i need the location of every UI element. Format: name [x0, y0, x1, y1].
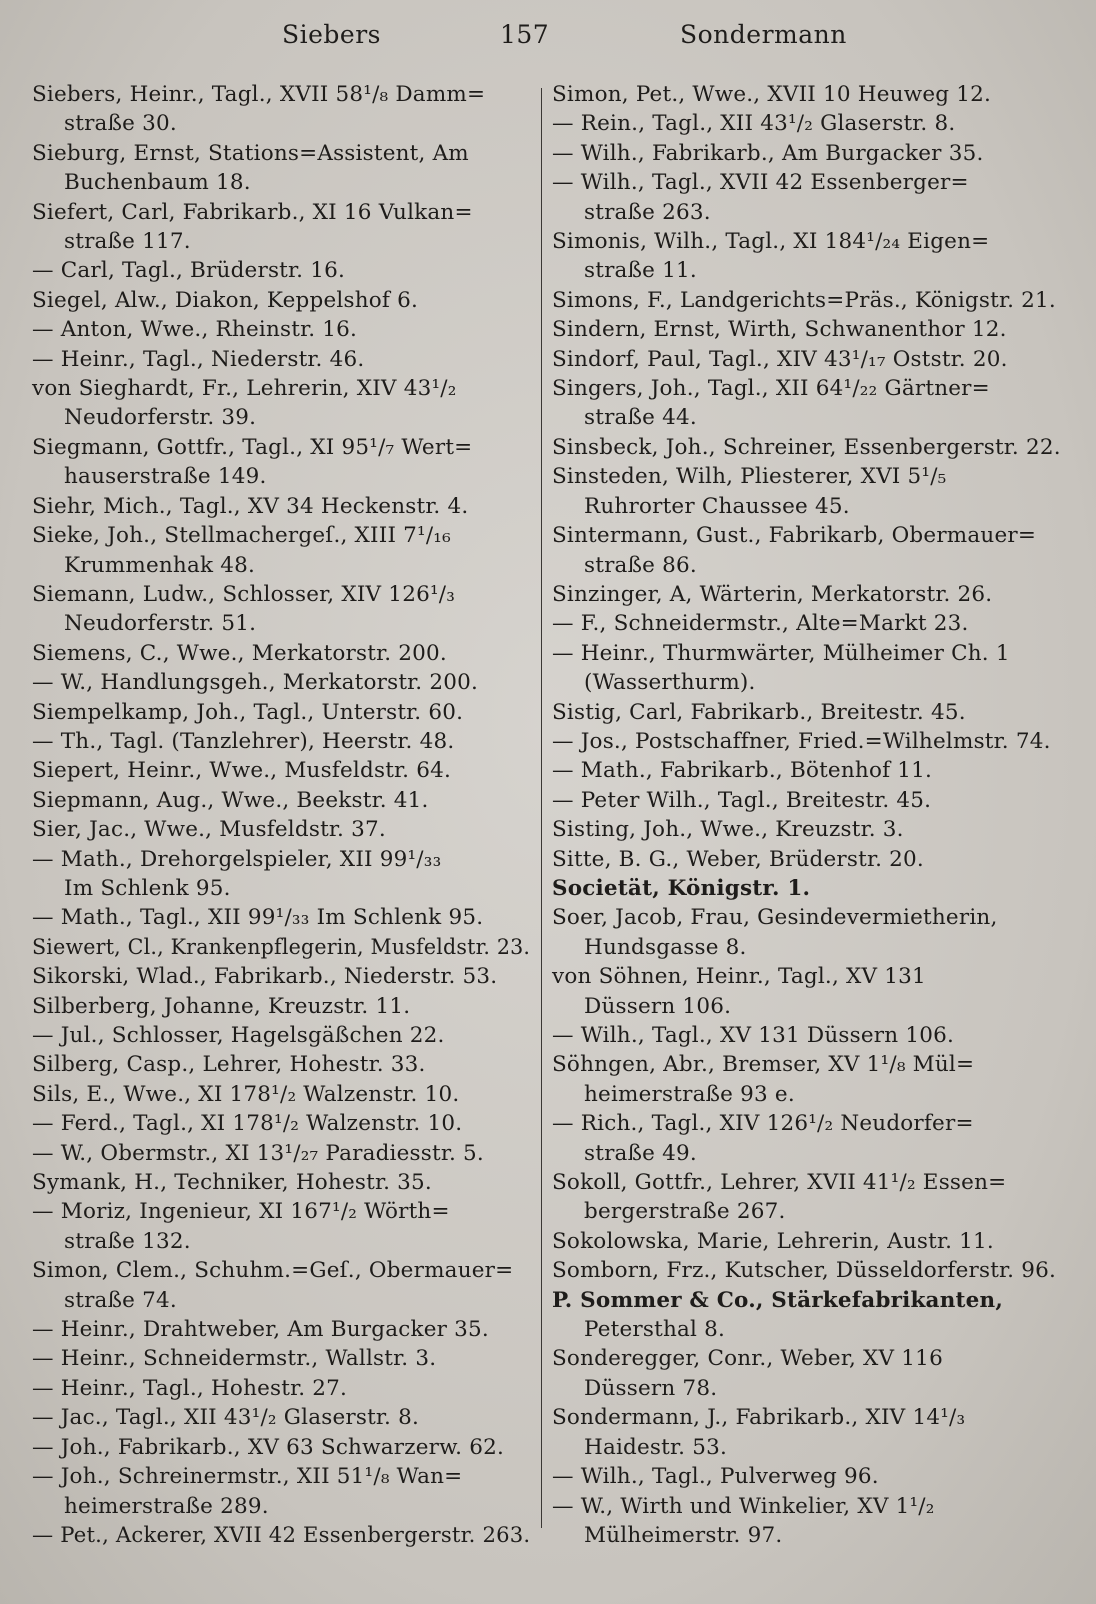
entry-continuation: Düssern 106.	[584, 993, 732, 1019]
directory-entry	[32, 1256, 530, 1315]
entry-line: — Rein., Tagl., XII 43¹/₂ Glaserstr. 8.	[552, 111, 956, 137]
right-column	[552, 80, 1066, 1550]
entry-line: Sinsteden, Wilh, Pliesterer, XVI 5¹/₅	[552, 464, 947, 490]
entry-line: — Wilh., Tagl., XVII 42 Essenberger=	[552, 170, 969, 196]
entry-line: — Anton, Wwe., Rheinstr. 16.	[32, 317, 358, 343]
entry-continuation: heimerstraße 93 e.	[584, 1081, 795, 1107]
entry-line: — Jac., Tagl., XII 43¹/₂ Glaserstr. 8.	[32, 1405, 420, 1431]
entry-line: Söhngen, Abr., Bremser, XV 1¹/₈ Mül=	[552, 1052, 975, 1078]
entry-line: — Wilh., Tagl., Pulverweg 96.	[552, 1464, 879, 1490]
directory-entry	[552, 1403, 1066, 1462]
directory-entry	[552, 1286, 1066, 1345]
directory-entry	[32, 962, 530, 991]
entry-line: — Moriz, Ingenieur, XI 167¹/₂ Wörth=	[32, 1199, 450, 1225]
directory-entry	[552, 786, 1066, 815]
directory-entry	[552, 609, 1066, 638]
directory-entry	[552, 109, 1066, 138]
entry-continuation: straße 49.	[584, 1140, 697, 1166]
directory-entry	[32, 1021, 530, 1050]
entry-line: Sintermann, Gust., Fabrikarb, Obermauer=	[552, 523, 1037, 549]
entry-line: — Joh., Fabrikarb., XV 63 Schwarzerw. 62.	[32, 1434, 505, 1460]
directory-entry	[32, 80, 530, 139]
directory-entry	[552, 1050, 1066, 1109]
entry-continuation: Ruhrorter Chaussee 45.	[584, 493, 850, 519]
directory-entry	[32, 1197, 530, 1256]
entry-line: — W., Obermstr., XI 13¹/₂₇ Paradiesstr. 5.	[32, 1140, 484, 1166]
directory-entry	[32, 374, 530, 433]
entry-line: Simon, Pet., Wwe., XVII 10 Heuweg 12.	[552, 82, 992, 107]
directory-entry	[32, 727, 530, 756]
entry-continuation: Haidestr. 53.	[584, 1434, 727, 1460]
directory-entry	[552, 433, 1066, 462]
entry-line: Sils, E., Wwe., XI 178¹/₂ Walzenstr. 10.	[32, 1081, 460, 1107]
entry-line: Sier, Jac., Wwe., Musfeldstr. 37.	[32, 817, 386, 843]
entry-line: Siehr, Mich., Tagl., XV 34 Heckenstr. 4.	[32, 493, 469, 519]
directory-entry	[552, 815, 1066, 844]
entry-line: Sinsbeck, Joh., Schreiner, Essenbergerstr. 22.	[552, 434, 1061, 460]
entry-continuation: straße 132.	[64, 1228, 191, 1254]
column-divider	[541, 88, 542, 1528]
directory-entry	[32, 1109, 530, 1138]
entry-line: Siewert, Cl., Krankenpflegerin, Musfeldstr. 23.	[32, 934, 531, 960]
directory-entry	[552, 845, 1066, 874]
directory-entry	[32, 139, 530, 198]
directory-entry	[32, 698, 530, 727]
directory-entry	[32, 1080, 530, 1109]
directory-entry	[552, 521, 1066, 580]
directory-entry	[552, 639, 1066, 698]
directory-entry	[32, 639, 530, 668]
entry-line: — Heinr., Schneidermstr., Wallstr. 3.	[32, 1346, 437, 1372]
entry-line: — Ferd., Tagl., XI 178¹/₂ Walzenstr. 10.	[32, 1111, 463, 1137]
directory-entry	[32, 668, 530, 697]
directory-entry	[32, 815, 530, 844]
entry-line: — Math., Tagl., XII 99¹/₃₃ Im Schlenk 95.	[32, 905, 484, 931]
entry-line: Siegel, Alw., Diakon, Keppelshof 6.	[32, 287, 419, 313]
entry-line: von Söhnen, Heinr., Tagl., XV 131	[552, 964, 926, 990]
directory-entry	[552, 903, 1066, 962]
entry-line: Siepert, Heinr., Wwe., Musfeldstr. 64.	[32, 758, 452, 784]
entry-line: Sikorski, Wlad., Fabrikarb., Niederstr. 53.	[32, 964, 498, 990]
entry-line: — Jul., Schlosser, Hagelsgäßchen 22.	[32, 1023, 445, 1048]
entry-line: — Heinr., Thurmwärter, Mülheimer Ch. 1	[552, 640, 1010, 666]
entry-line: Somborn, Frz., Kutscher, Düsseldorferstr. 96.	[552, 1258, 1057, 1284]
entry-line: Sinzinger, A, Wärterin, Merkatorstr. 26.	[552, 581, 993, 607]
entry-line: Sitte, B. G., Weber, Brüderstr. 20.	[552, 846, 924, 872]
entry-continuation: straße 86.	[584, 552, 697, 578]
entry-line: Siepmann, Aug., Wwe., Beekstr. 41.	[32, 787, 429, 813]
entry-continuation: straße 11.	[584, 258, 697, 284]
directory-entry	[32, 198, 530, 257]
entry-continuation: straße 30.	[64, 111, 177, 137]
entry-line: Sieke, Joh., Stellmachergeſ., XIII 7¹/₁₆	[32, 523, 451, 549]
entry-line: Sisting, Joh., Wwe., Kreuzstr. 3.	[552, 817, 904, 843]
entry-line: — Joh., Schreinermstr., XII 51¹/₈ Wan=	[32, 1464, 463, 1490]
entry-continuation: Neudorferstr. 39.	[64, 405, 257, 431]
directory-entry	[552, 580, 1066, 609]
entry-continuation: Krummenhak 48.	[64, 552, 256, 578]
entry-line: Sondermann, J., Fabrikarb., XIV 14¹/₃	[552, 1405, 966, 1431]
entry-line: von Sieghardt, Fr., Lehrerin, XIV 43¹/₂	[32, 376, 457, 402]
entry-line: — W., Wirth und Winkelier, XV 1¹/₂	[552, 1493, 935, 1519]
entry-line: Singers, Joh., Tagl., XII 64¹/₂₂ Gärtner=	[552, 376, 990, 402]
entry-continuation: straße 117.	[64, 229, 191, 255]
entry-continuation: Mülheimerstr. 97.	[584, 1522, 783, 1548]
directory-entry	[32, 1521, 530, 1550]
directory-entry	[32, 992, 530, 1021]
entry-line: Sieburg, Ernst, Stations=Assistent, Am	[32, 140, 469, 166]
entry-continuation: Neudorferstr. 51.	[64, 611, 257, 637]
directory-entry	[552, 727, 1066, 756]
directory-entry	[32, 345, 530, 374]
directory-entry	[32, 1433, 530, 1462]
directory-entry	[552, 1021, 1066, 1050]
entry-line: — Heinr., Tagl., Hohestr. 27.	[32, 1375, 348, 1401]
directory-entry	[552, 1227, 1066, 1256]
directory-entry	[552, 1344, 1066, 1403]
directory-entry	[32, 756, 530, 785]
entry-line: Simon, Clem., Schuhm.=Geſ., Obermauer=	[32, 1258, 514, 1284]
directory-entry	[552, 315, 1066, 344]
directory-entry	[32, 1050, 530, 1079]
entry-line: — Wilh., Tagl., XV 131 Düssern 106.	[552, 1023, 955, 1048]
directory-entry	[552, 462, 1066, 521]
directory-entry	[32, 845, 530, 904]
directory-entry	[552, 80, 1066, 109]
directory-entry	[552, 962, 1066, 1021]
entry-line: — Math., Fabrikarb., Bötenhof 11.	[552, 758, 933, 784]
entry-continuation: bergerstraße 267.	[584, 1199, 786, 1225]
directory-entry	[32, 286, 530, 315]
entry-line: Simons, F., Landgerichts=Präs., Königstr. 21.	[552, 287, 1056, 313]
entry-continuation: straße 74.	[64, 1287, 177, 1313]
directory-entry	[552, 1462, 1066, 1491]
directory-entry	[552, 756, 1066, 785]
entry-continuation: Petersthal 8.	[584, 1317, 726, 1343]
entry-continuation: Im Schlenk 95.	[64, 875, 231, 901]
entry-line: P. Sommer & Co., Stärkefabrikanten,	[552, 1287, 1004, 1313]
entry-continuation: (Wasserthurm).	[584, 670, 756, 696]
entry-line: Sonderegger, Conr., Weber, XV 116	[552, 1346, 943, 1372]
entry-continuation: straße 263.	[584, 199, 711, 225]
directory-entry	[32, 933, 530, 962]
entry-line: Symank, H., Techniker, Hohestr. 35.	[32, 1170, 432, 1196]
entry-line: — Pet., Ackerer, XVII 42 Essenbergerstr. 263.	[32, 1522, 531, 1548]
directory-entry	[32, 521, 530, 580]
header-left-word: Siebers	[282, 20, 381, 49]
entry-continuation: straße 44.	[584, 405, 697, 431]
entry-line: Simonis, Wilh., Tagl., XI 184¹/₂₄ Eigen=	[552, 229, 990, 255]
entry-line: — Carl, Tagl., Brüderstr. 16.	[32, 258, 345, 284]
directory-entry	[32, 1344, 530, 1373]
directory-entry	[32, 1374, 530, 1403]
entry-line: Siegmann, Gottfr., Tagl., XI 95¹/₇ Wert=	[32, 434, 473, 460]
left-column	[32, 80, 530, 1550]
page-number: 157	[500, 20, 550, 49]
directory-entry	[552, 1168, 1066, 1227]
directory-entry	[552, 1109, 1066, 1168]
directory-entry	[552, 874, 1066, 903]
entry-line: Siefert, Carl, Fabrikarb., XI 16 Vulkan=	[32, 199, 473, 225]
entry-line: — W., Handlungsgeh., Merkatorstr. 200.	[32, 670, 479, 696]
entry-line: Silberberg, Johanne, Kreuzstr. 11.	[32, 993, 411, 1019]
entry-continuation: hauserstraße 149.	[64, 464, 267, 490]
directory-entry	[32, 433, 530, 492]
directory-entry	[552, 227, 1066, 286]
directory-entry	[552, 139, 1066, 168]
directory-entry	[32, 903, 530, 932]
entry-line: — Jos., Postschaffner, Fried.=Wilhelmstr. 74.	[552, 728, 1051, 754]
directory-entry	[552, 1256, 1066, 1285]
entry-line: Sokoll, Gottfr., Lehrer, XVII 41¹/₂ Essen=	[552, 1170, 1007, 1196]
directory-entry	[552, 374, 1066, 433]
entry-continuation: Buchenbaum 18.	[64, 170, 251, 196]
entry-line: — Rich., Tagl., XIV 126¹/₂ Neudorfer=	[552, 1111, 974, 1137]
entry-line: — Math., Drehorgelspieler, XII 99¹/₃₃	[32, 846, 442, 872]
directory-entry	[32, 256, 530, 285]
entry-line: Sokolowska, Marie, Lehrerin, Austr. 11.	[552, 1228, 994, 1254]
entry-line: Siebers, Heinr., Tagl., XVII 58¹/₈ Damm=	[32, 82, 486, 107]
entry-line: Silberg, Casp., Lehrer, Hohestr. 33.	[32, 1052, 426, 1078]
entry-line: — Heinr., Drahtweber, Am Burgacker 35.	[32, 1317, 489, 1343]
directory-entry	[32, 1315, 530, 1344]
entry-continuation: heimerstraße 289.	[64, 1493, 269, 1519]
directory-entry	[32, 315, 530, 344]
directory-entry	[32, 1168, 530, 1197]
header-right-word: Sondermann	[680, 20, 847, 49]
entry-line: Sistig, Carl, Fabrikarb., Breitestr. 45.	[552, 699, 966, 725]
entry-line: — Th., Tagl. (Tanzlehrer), Heerstr. 48.	[32, 728, 455, 754]
directory-entry	[32, 1462, 530, 1521]
directory-entry	[32, 492, 530, 521]
entry-line: Sindern, Ernst, Wirth, Schwanenthor 12.	[552, 317, 1007, 343]
entry-line: — F., Schneidermstr., Alte=Markt 23.	[552, 611, 969, 637]
directory-entry	[552, 168, 1066, 227]
directory-entry	[552, 345, 1066, 374]
entry-line: — Peter Wilh., Tagl., Breitestr. 45.	[552, 787, 932, 813]
running-header	[0, 14, 1096, 64]
entry-line: — Heinr., Tagl., Niederstr. 46.	[32, 346, 365, 372]
entry-line: Siempelkamp, Joh., Tagl., Unterstr. 60.	[32, 699, 464, 725]
entry-continuation: Düssern 78.	[584, 1375, 718, 1401]
directory-entry	[552, 698, 1066, 727]
entry-line: Siemann, Ludw., Schlosser, XIV 126¹/₃	[32, 581, 456, 607]
entry-line: Siemens, C., Wwe., Merkatorstr. 200.	[32, 640, 447, 666]
entry-line: Soer, Jacob, Frau, Gesindevermietherin,	[552, 905, 998, 931]
entry-line: Societät, Königstr. 1.	[552, 875, 811, 901]
directory-entry	[32, 580, 530, 639]
directory-entry	[552, 286, 1066, 315]
entry-line: — Wilh., Fabrikarb., Am Burgacker 35.	[552, 140, 984, 166]
entry-continuation: Hundsgasse 8.	[584, 934, 747, 960]
directory-entry	[552, 1492, 1066, 1551]
directory-entry	[32, 786, 530, 815]
entry-line: Sindorf, Paul, Tagl., XIV 43¹/₁₇ Oststr. 20.	[552, 346, 1008, 372]
directory-entry	[32, 1139, 530, 1168]
directory-entry	[32, 1403, 530, 1432]
